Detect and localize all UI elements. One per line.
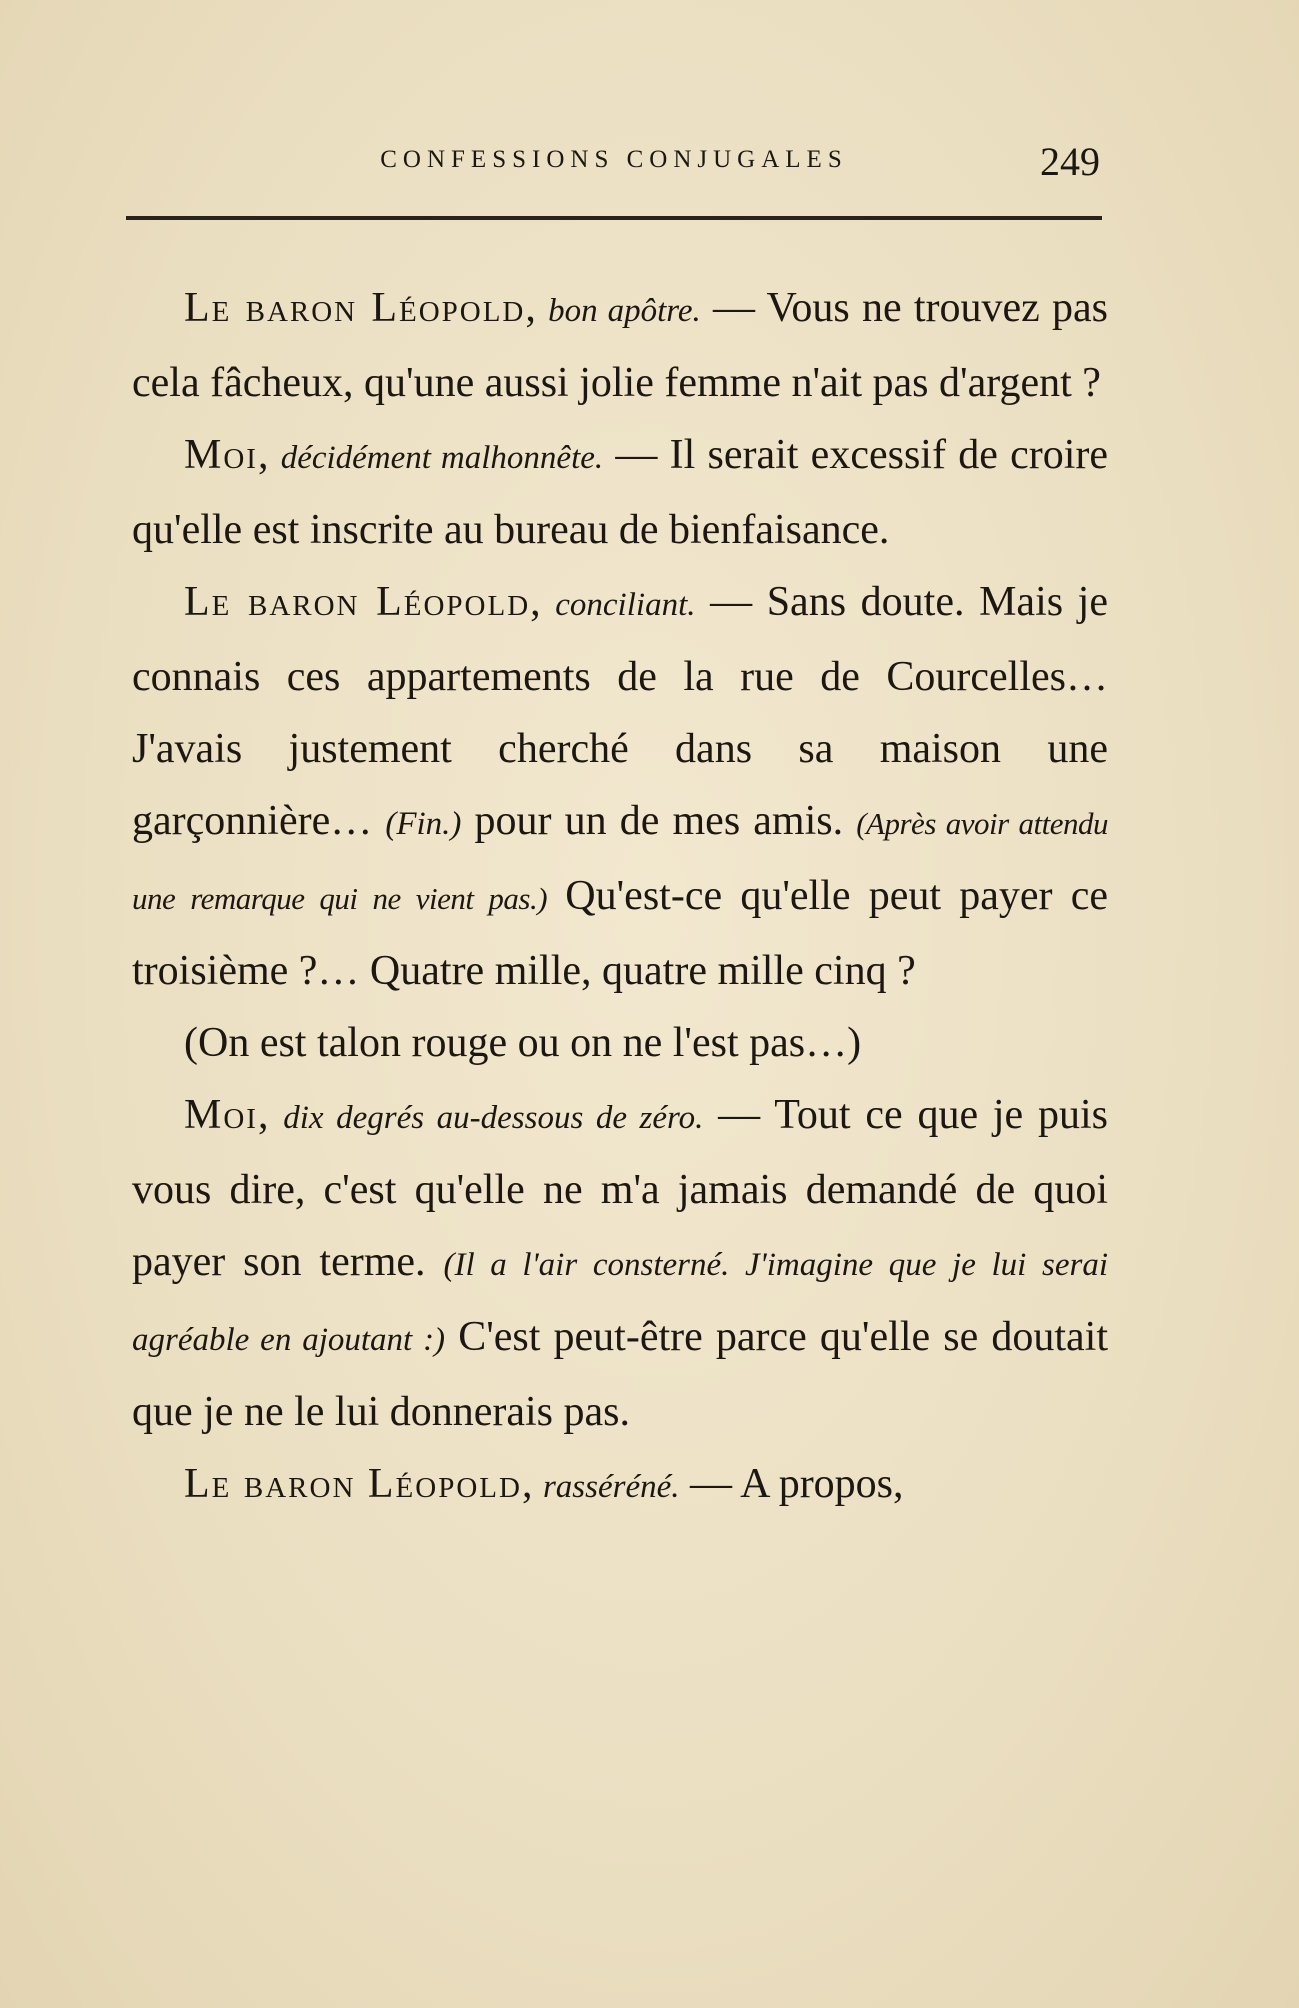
speaker-name: Le baron Léopold [184,285,526,331]
dialogue-text: — Il serait excessif de croire qu'elle est inscrite au bureau de bienfaisance. [132,432,1108,553]
paragraph-2: Moi, décidément malhonnête. — Il serait excessif de croire qu'elle est inscrite au bureau de bienfaisance. [132,432,1108,553]
dialogue-text: — Vous ne trouvez pas cela fâcheux, qu'une aussi jolie femme n'ait pas d'argent ? [132,285,1109,406]
paragraph-5: Moi, dix degrés au-dessous de zéro. — Tout ce que je puis vous dire, c'est qu'elle ne m'a jamais demandé de quoi payer son terme. (Il a l'air consterné. J'imagine que je lui serai agréable en ajoutant :) C'est peut-être parce qu'elle se doutait que je ne le lui donnerais pas. [132,1092,1109,1435]
paragraph-3: Le baron Léopold, conciliant. — Sans doute. Mais je connais ces appartements de la rue de Courcelles… J'avais justement cherché dans sa maison une garçonnière… (Fin.) pour un de mes amis. (Après avoir attendu une remarque qui ne vient pas.) Qu'est-ce qu'elle peut payer ce troisième ?… Quatre mille, quatre mille cinq ? [132,579,1109,994]
speaker-name: Le baron Léopold [184,579,531,625]
paragraph-1: Le baron Léopold, bon apôtre. — Vous ne trouvez pas cela fâcheux, qu'une aussi jolie femme n'ait pas d'argent ? [132,285,1109,406]
speaker-name: Le baron Léopold [184,1461,522,1507]
body-text [132,272,1108,1523]
stage-direction: rasséréné. [542,1469,680,1505]
running-title: CONFESSIONS CONJUGALES [380,146,848,173]
dialogue-text: — Sans doute. Mais je connais ces appartements de la rue de Courcelles… J'avais justement cherché dans sa maison une garçonnière… [132,579,1108,844]
stage-direction: bon apôtre. [548,293,701,329]
speaker-name: Moi [184,432,258,478]
dialogue-text: C'est peut-être parce qu'elle se doutait que je ne le lui donnerais pas. [132,1314,1109,1435]
speaker-name: Moi [184,1092,258,1138]
stage-direction: décidément malhonnête. [280,440,604,476]
dialogue-text: — A propos, [690,1461,904,1507]
aside-text: (On est talon rouge ou on ne l'est pas…) [184,1020,862,1066]
dialogue-text: — Tout ce que je puis vous dire, c'est qu'elle ne m'a jamais demandé de quoi payer son terme. [132,1092,1109,1285]
paragraph-4 [132,1007,1108,1079]
running-head [128,138,1100,182]
header-rule [126,216,1102,220]
stage-aside: (Fin.) [385,806,462,842]
stage-aside: (Il a l'air consterné. J'imagine que je lui serai agréable en ajoutant :) [132,1247,1108,1358]
dialogue-text: pour un de mes amis. [474,798,844,844]
paragraph-6: Le baron Léopold, rasséréné. — A propos, [184,1461,904,1507]
dialogue-text: Qu'est-ce qu'elle peut payer ce troisième ?… Quatre mille, quatre mille cinq ? [132,873,1109,994]
stage-direction: dix degrés au-dessous de zéro. [283,1100,704,1136]
page-number: 249 [1040,139,1100,184]
stage-aside: (Après avoir attendu une remarque qui ne vient pas.) [132,806,1109,916]
stage-direction: conciliant. [555,587,696,623]
